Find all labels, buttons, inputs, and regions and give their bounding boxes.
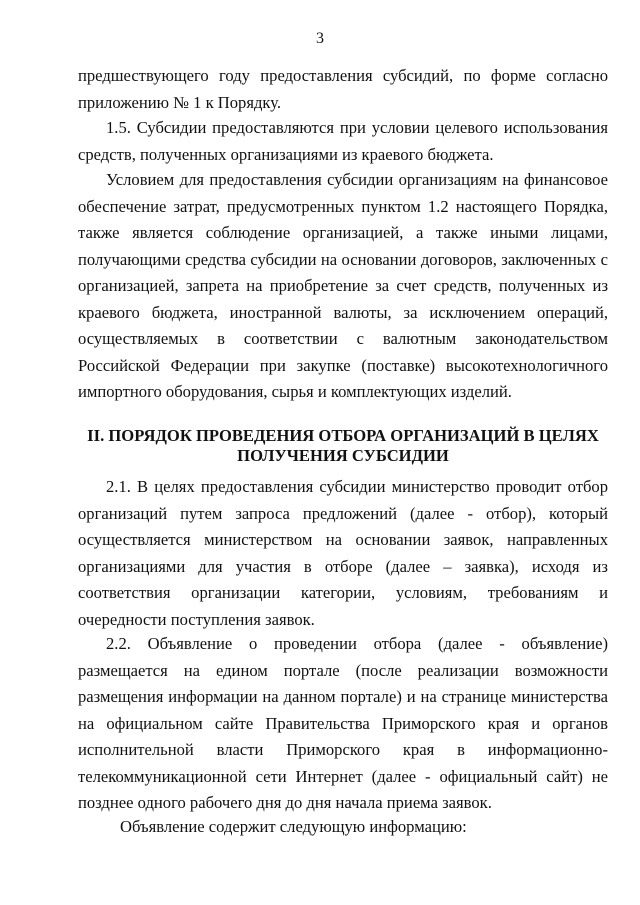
paragraph-announcement: Объявление содержит следующую информацию:	[120, 817, 467, 836]
section-heading-line2: ПОЛУЧЕНИЯ СУБСИДИИ	[237, 446, 449, 465]
section-heading-line1: II. ПОРЯДОК ПРОВЕДЕНИЯ ОТБОРА ОРГАНИЗАЦИЙ В ЦЕЛЯХ	[87, 426, 599, 445]
page-number: 3	[316, 30, 324, 47]
paragraph-1-5: 1.5. Субсидии предоставляются при условии целевого использования средств, полученных организациями из краевого бюджета.	[78, 118, 608, 164]
paragraph-continuation: предшествующего году предоставления субсидий, по форме согласно приложению № 1 к Порядку.	[78, 66, 608, 112]
paragraph-condition: Условием для предоставления субсидии организациям на финансовое обеспечение затрат, предусмотренных пунктом 1.2 настоящего Порядка, также является соблюдение организацией, а также иными лицами, получающими средства субсидии на основании договоров, заключенных с организацией, запрета на приобретение за счет средств, полученных из краевого бюджета, иностранной валюты, за исключением операций, осуществляемых в соответствии с валютным законодательством Российской Федерации при закупке (поставке) высокотехнологичного импортного оборудования, сырья и комплектующих изделий.	[78, 170, 608, 401]
section-heading	[78, 426, 608, 466]
paragraph-2-2: 2.2. Объявление о проведении отбора (далее - объявление) размещается на едином портале (после реализации возможности размещения информации на данном портале) и на странице министерства на официальном сайте Правительства Приморского края и органов исполнительной власти Приморского края в информационно-телекоммуникационной сети Интернет (далее - официальный сайт) не позднее одного рабочего дня до дня начала приема заявок.	[78, 634, 608, 812]
paragraph-2-1: 2.1. В целях предоставления субсидии министерство проводит отбор организаций путем запроса предложений (далее - отбор), который осуществляется министерством на основании заявок, направленных организациями для участия в отборе (далее – заявка), исходя из соответствия организации категории, условиям, требованиям и очередности поступления заявок.	[78, 477, 608, 629]
